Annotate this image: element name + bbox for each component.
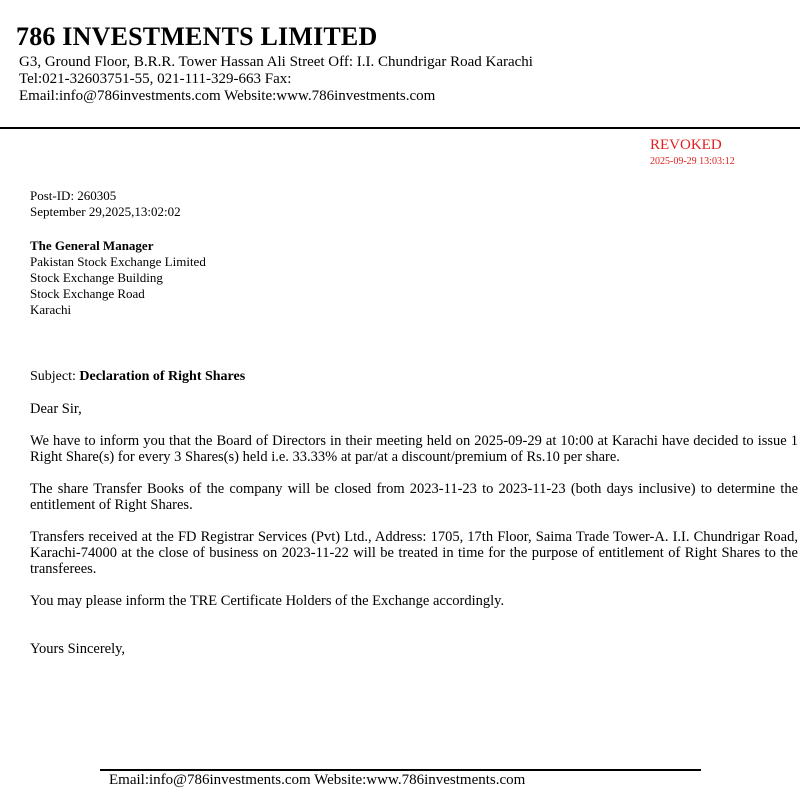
company-email-website: Email:info@786investments.com Website:www.786investments.com	[19, 88, 436, 104]
subject-line	[30, 369, 245, 385]
recipient-line: Stock Exchange Building	[30, 270, 163, 285]
recipient-line: Karachi	[30, 302, 72, 317]
body-paragraph: Transfers received at the FD Registrar Services (Pvt) Ltd., Address: 1705, 17th Floor, Saima Trade Tower-A. I.I. Chundrigar Road, Karachi-74000 at the close of business on 2023-11-22 will be treated in time for the purpose of entitlement of Right Shares to the transferees.	[30, 529, 798, 577]
post-id: Post-ID: 260305	[30, 188, 117, 203]
body-paragraph: The share Transfer Books of the company will be closed from 2023-11-23 to 2023-11-23 (both days inclusive) to determine the entitlement of Right Shares.	[30, 481, 798, 513]
post-date: September 29,2025,13:02:02	[30, 204, 181, 219]
recipient-line: Stock Exchange Road	[30, 286, 145, 301]
header-divider	[0, 127, 800, 129]
salutation: Dear Sir,	[30, 401, 82, 417]
company-address: G3, Ground Floor, B.R.R. Tower Hassan Ali Street Off: I.I. Chundrigar Road Karachi	[19, 54, 533, 70]
body-paragraph: You may please inform the TRE Certificate Holders of the Exchange accordingly.	[30, 593, 505, 609]
status-timestamp: 2025-09-29 13:03:12	[650, 156, 735, 167]
body-paragraph: We have to inform you that the Board of Directors in their meeting held on 2025-09-29 at 10:00 at Karachi have decided to issue 1 Right Share(s) for every 3 Shares(s) held i.e. 33.33% at par/at a discount/premium of Rs.10 per share.	[30, 433, 798, 465]
recipient-title: The General Manager	[30, 238, 154, 253]
footer-divider	[100, 769, 701, 771]
subject-text: Declaration of Right Shares	[79, 369, 246, 384]
footer-email-website: Email:info@786investments.com Website:www.786investments.com	[109, 772, 526, 788]
subject-label: Subject:	[30, 369, 76, 384]
status-badge: REVOKED	[650, 137, 722, 153]
recipient-line: Pakistan Stock Exchange Limited	[30, 254, 206, 269]
company-name: 786 INVESTMENTS LIMITED	[16, 22, 378, 51]
company-phone-fax: Tel:021-32603751-55, 021-111-329-663 Fax:	[19, 71, 292, 87]
closing: Yours Sincerely,	[30, 641, 126, 657]
